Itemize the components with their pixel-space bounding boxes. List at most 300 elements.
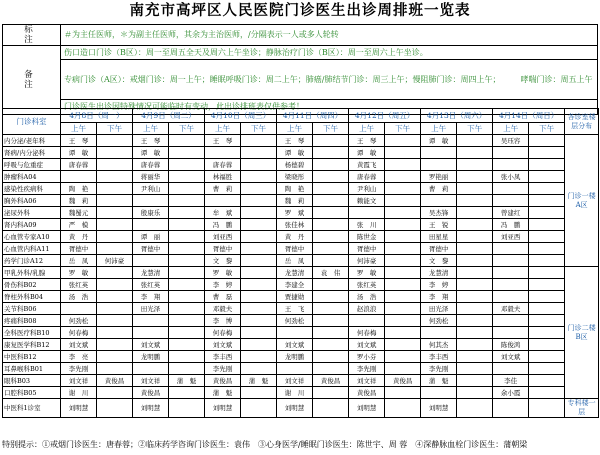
doctor-cell: [457, 147, 493, 159]
doctor-cell: [97, 339, 133, 351]
doctor-cell: [493, 159, 529, 171]
doctor-cell: 谭 敏: [277, 147, 313, 159]
doctor-cell: [385, 339, 421, 351]
dept-name: 康复医学科B12: [3, 339, 61, 351]
doctor-cell: [169, 219, 205, 231]
doctor-cell: 刘明慧: [421, 399, 457, 418]
morning-header: 上午: [349, 123, 385, 135]
morning-header: 上午: [421, 123, 457, 135]
morning-header: 上午: [205, 123, 241, 135]
doctor-cell: 龙明鹏: [277, 351, 313, 363]
doctor-cell: 黄俊昌: [205, 375, 241, 387]
doctor-cell: 尹利山: [349, 183, 385, 195]
table-row: [3, 219, 599, 231]
doctor-cell: [313, 171, 349, 183]
doctor-cell: [457, 351, 493, 363]
dept-name: 疼痛科B08: [3, 315, 61, 327]
doctor-cell: [529, 231, 565, 243]
doctor-cell: 牟 斌: [205, 207, 241, 219]
doctor-cell: 林福胜: [205, 171, 241, 183]
doctor-cell: [241, 219, 277, 231]
dept-name: 心血管专家A10: [3, 231, 61, 243]
table-row: [3, 207, 599, 219]
doctor-cell: [313, 399, 349, 418]
doctor-cell: 何沛豪: [97, 255, 133, 267]
doctor-cell: [97, 171, 133, 183]
doctor-cell: 刘文祥: [277, 375, 313, 387]
doctor-cell: [385, 207, 421, 219]
doctor-cell: 罗 敏: [61, 267, 97, 279]
doctor-cell: 刘文斌: [205, 339, 241, 351]
floor-c-label: 专科楼一层: [565, 399, 599, 418]
doctor-cell: 何春梅: [61, 327, 97, 339]
doctor-cell: 刘文祥: [61, 375, 97, 387]
doctor-cell: 谢 川: [61, 387, 97, 399]
doctor-cell: 黄俊昌: [97, 375, 133, 387]
doctor-cell: [169, 267, 205, 279]
doctor-cell: [529, 207, 565, 219]
doctor-cell: [97, 399, 133, 418]
doctor-cell: [313, 363, 349, 375]
doctor-cell: 张 川: [349, 219, 385, 231]
doctor-cell: [385, 279, 421, 291]
table-row: [3, 303, 599, 315]
beizhu-line-2: 专病门诊（A区）：戒烟门诊：周一上午；睡眠呼吸门诊：周二上午；肺癌/肺结节门诊：周三上午；慢阻肺门诊：周四上午； 哮喘门诊：周五上午: [61, 60, 598, 100]
doctor-cell: [97, 303, 133, 315]
doctor-cell: [529, 327, 565, 339]
doctor-cell: [133, 255, 169, 267]
doctor-cell: 黄俊昌: [349, 387, 385, 399]
doctor-cell: 魏蜀元: [61, 207, 97, 219]
doctor-cell: 王 锐: [421, 219, 457, 231]
doctor-cell: 刘亚西: [493, 231, 529, 243]
doctor-cell: [313, 387, 349, 399]
doctor-cell: [241, 279, 277, 291]
floor-a-label: 门诊一楼A区: [565, 135, 599, 267]
doctor-cell: 蒲 魁: [205, 387, 241, 399]
doctor-cell: 陶 艳: [277, 183, 313, 195]
table-row: [3, 231, 599, 243]
doctor-cell: [241, 207, 277, 219]
doctor-cell: [529, 219, 565, 231]
doctor-cell: 龙慧清: [133, 267, 169, 279]
dept-name: 骨伤科B02: [3, 279, 61, 291]
doctor-cell: [313, 231, 349, 243]
doctor-cell: 曾建红: [493, 207, 529, 219]
doctor-cell: [457, 279, 493, 291]
dept-name: 肾病/内分泌科: [3, 147, 61, 159]
floor-b-label: 门诊二楼B区: [565, 267, 599, 399]
doctor-cell: [529, 279, 565, 291]
doctor-cell: 吴杰锋: [421, 207, 457, 219]
schedule-table: [2, 108, 599, 418]
doctor-cell: [133, 219, 169, 231]
doctor-cell: [529, 399, 565, 418]
doctor-cell: [529, 375, 565, 387]
doctor-cell: 谭 敏: [421, 135, 457, 147]
table-row: [3, 267, 599, 279]
doctor-cell: 余小霞: [493, 387, 529, 399]
doctor-cell: [97, 291, 133, 303]
doctor-cell: 刘文祥: [133, 375, 169, 387]
dept-name: 中医科B12: [3, 351, 61, 363]
doctor-cell: [385, 147, 421, 159]
doctor-cell: 田星星: [421, 231, 457, 243]
doctor-cell: [385, 315, 421, 327]
doctor-cell: [313, 291, 349, 303]
doctor-cell: 张小凤: [493, 171, 529, 183]
doctor-cell: [457, 387, 493, 399]
doctor-cell: 李 婷: [205, 279, 241, 291]
doctor-cell: [169, 147, 205, 159]
afternoon-header: 下午: [241, 123, 277, 135]
doctor-cell: [97, 327, 133, 339]
doctor-cell: [241, 243, 277, 255]
doctor-cell: [529, 387, 565, 399]
doctor-cell: [529, 243, 565, 255]
doctor-cell: [241, 135, 277, 147]
doctor-cell: 刘明慧: [133, 399, 169, 418]
doctor-cell: 刘明慧: [349, 399, 385, 418]
doctor-cell: 李 婷: [421, 279, 457, 291]
table-row: [3, 135, 599, 147]
doctor-cell: 胥德中: [277, 243, 313, 255]
doctor-cell: [385, 291, 421, 303]
doctor-cell: 胥德中: [133, 243, 169, 255]
doctor-cell: [241, 303, 277, 315]
doctor-cell: [169, 207, 205, 219]
doctor-cell: 贾捷勋: [277, 291, 313, 303]
doctor-cell: [241, 147, 277, 159]
doctor-cell: [241, 339, 277, 351]
doctor-cell: [169, 303, 205, 315]
morning-header: 上午: [61, 123, 97, 135]
doctor-cell: [169, 171, 205, 183]
doctor-cell: 罗小芬: [349, 351, 385, 363]
date-header: 4月11日（周四）: [277, 109, 349, 123]
doctor-cell: [493, 399, 529, 418]
doctor-cell: [169, 135, 205, 147]
date-header: 4月12日（周五）: [349, 109, 421, 123]
doctor-cell: [385, 135, 421, 147]
doctor-cell: [169, 399, 205, 418]
dept-name: 胸外科A06: [3, 195, 61, 207]
doctor-cell: [97, 147, 133, 159]
dept-name: 口腔科B05: [3, 387, 61, 399]
doctor-cell: [169, 387, 205, 399]
doctor-cell: 李先刚: [421, 363, 457, 375]
afternoon-header: 下午: [385, 123, 421, 135]
doctor-cell: 龙慧清: [421, 267, 457, 279]
doctor-cell: [457, 183, 493, 195]
doctor-cell: 罗 敏: [349, 267, 385, 279]
doctor-cell: 岳 凤: [61, 255, 97, 267]
table-row: [3, 399, 599, 418]
doctor-cell: [529, 303, 565, 315]
doctor-cell: [385, 399, 421, 418]
doctor-cell: 汤 浩: [349, 291, 385, 303]
doctor-cell: [61, 303, 97, 315]
doctor-cell: [241, 327, 277, 339]
doctor-cell: 殷康乐: [133, 207, 169, 219]
doctor-cell: [241, 171, 277, 183]
doctor-cell: [457, 375, 493, 387]
doctor-cell: 谭 敏: [349, 147, 385, 159]
doctor-cell: 张红英: [61, 279, 97, 291]
doctor-cell: [97, 387, 133, 399]
table-row: [3, 243, 599, 255]
doctor-cell: 胥德中: [61, 243, 97, 255]
doctor-cell: 王 琴: [205, 135, 241, 147]
doctor-cell: [241, 267, 277, 279]
dept-name: 关节科B06: [3, 303, 61, 315]
doctor-cell: [241, 255, 277, 267]
doctor-cell: [241, 195, 277, 207]
doctor-cell: 冯 鹏: [205, 219, 241, 231]
doctor-cell: [313, 339, 349, 351]
doctor-cell: 谭 敏: [61, 147, 97, 159]
doctor-cell: [529, 147, 565, 159]
dept-name: 肾内科A09: [3, 219, 61, 231]
dept-name: 感染性疾病科: [3, 183, 61, 195]
doctor-cell: [457, 231, 493, 243]
doctor-cell: [421, 195, 457, 207]
doctor-cell: [457, 339, 493, 351]
doctor-cell: [97, 219, 133, 231]
doctor-cell: [457, 207, 493, 219]
floor-header: 各诊室楼层分布: [565, 109, 599, 135]
doctor-cell: 唐春蓉: [133, 159, 169, 171]
doctor-cell: 杨德碧: [277, 159, 313, 171]
doctor-cell: 刘文斌: [277, 339, 313, 351]
doctor-cell: [169, 159, 205, 171]
table-row: [3, 387, 599, 399]
doctor-cell: [313, 351, 349, 363]
doctor-cell: [457, 399, 493, 418]
table-row: [3, 375, 599, 387]
doctor-cell: [493, 279, 529, 291]
doctor-cell: [169, 327, 205, 339]
doctor-cell: [313, 255, 349, 267]
doctor-cell: [529, 315, 565, 327]
doctor-cell: [529, 339, 565, 351]
doctor-cell: [529, 171, 565, 183]
doctor-cell: 谭 敏: [133, 147, 169, 159]
doctor-cell: [169, 363, 205, 375]
doctor-cell: [133, 327, 169, 339]
doctor-cell: 王 琴: [349, 135, 385, 147]
doctor-cell: [457, 171, 493, 183]
doctor-cell: [493, 363, 529, 375]
doctor-cell: 刘文斌: [349, 339, 385, 351]
table-row: [3, 351, 599, 363]
doctor-cell: 刘明慧: [277, 399, 313, 418]
morning-header: 上午: [133, 123, 169, 135]
doctor-cell: [421, 159, 457, 171]
doctor-cell: 罗 敏: [205, 267, 241, 279]
doctor-cell: [313, 207, 349, 219]
doctor-cell: [241, 231, 277, 243]
doctor-cell: [529, 291, 565, 303]
doctor-cell: [277, 327, 313, 339]
doctor-cell: [529, 255, 565, 267]
doctor-cell: 唐春蓉: [349, 171, 385, 183]
dept-name: 甲乳外科/乳腺: [3, 267, 61, 279]
doctor-cell: [277, 363, 313, 375]
doctor-cell: [313, 159, 349, 171]
doctor-cell: [457, 327, 493, 339]
doctor-cell: [385, 171, 421, 183]
doctor-cell: [421, 327, 457, 339]
dept-name: 肿瘤科A04: [3, 171, 61, 183]
doctor-cell: 梁晓彤: [277, 171, 313, 183]
doctor-cell: [97, 315, 133, 327]
doctor-cell: [313, 183, 349, 195]
doctor-cell: [493, 147, 529, 159]
doctor-cell: [529, 135, 565, 147]
doctor-cell: 黄俊昌: [313, 375, 349, 387]
doctor-cell: [241, 159, 277, 171]
doctor-cell: 黄俊昌: [385, 375, 421, 387]
doctor-cell: [457, 195, 493, 207]
doctor-cell: 文 黎: [421, 255, 457, 267]
doctor-cell: [97, 267, 133, 279]
doctor-cell: 曹 莉: [421, 183, 457, 195]
doctor-cell: [385, 255, 421, 267]
doctor-cell: [241, 351, 277, 363]
doctor-cell: [349, 207, 385, 219]
doctor-cell: 王 琴: [277, 135, 313, 147]
table-row: [3, 159, 599, 171]
doctor-cell: [97, 363, 133, 375]
doctor-cell: 赖能文: [349, 195, 385, 207]
doctor-cell: 王 琴: [133, 135, 169, 147]
date-header: 4月14日（周日）: [493, 109, 565, 123]
doctor-cell: [169, 243, 205, 255]
doctor-cell: [133, 363, 169, 375]
dept-name: 全科医疗科B10: [3, 327, 61, 339]
doctor-cell: [313, 303, 349, 315]
doctor-cell: 何劲松: [421, 315, 457, 327]
doctor-cell: [385, 387, 421, 399]
doctor-cell: 文 黎: [205, 255, 241, 267]
doctor-cell: 罗艳丽: [421, 171, 457, 183]
doctor-cell: 袁 伟: [313, 267, 349, 279]
doctor-cell: [97, 279, 133, 291]
dept-name: 泌尿外科: [3, 207, 61, 219]
doctor-cell: 张红英: [133, 279, 169, 291]
doctor-cell: [385, 231, 421, 243]
beizhu-line-3: 门诊医生出诊因特殊情况可能临时有变动，此出诊排班表仅供参考！: [61, 100, 598, 115]
table-row: [3, 339, 599, 351]
doctor-cell: [493, 243, 529, 255]
doctor-cell: 唐春蓉: [205, 159, 241, 171]
doctor-cell: 张红英: [349, 279, 385, 291]
footer-note: 特别提示：①戒烟门诊医生：唐春蓉；②临床药学咨询门诊医生：袁伟 ③心身医学/睡眠门诊医生：陈世宇、周 蓉 ④深静脉血栓门诊医生：蒲朝梁: [2, 440, 528, 449]
doctor-cell: 李先刚: [61, 363, 97, 375]
table-row: [3, 327, 599, 339]
doctor-cell: 李 翔: [133, 291, 169, 303]
afternoon-header: 下午: [169, 123, 205, 135]
doctor-cell: 龙慧清: [277, 267, 313, 279]
date-header: 4月9日（周二）: [133, 109, 205, 123]
doctor-cell: 田光泽: [133, 303, 169, 315]
doctor-cell: 李 翔: [421, 291, 457, 303]
doctor-cell: 刘文斌: [493, 351, 529, 363]
doctor-cell: [97, 243, 133, 255]
doctor-cell: [97, 159, 133, 171]
doctor-cell: 曹 莉: [205, 183, 241, 195]
doctor-cell: 魏 莉: [277, 195, 313, 207]
morning-header: 上午: [493, 123, 529, 135]
doctor-cell: 蒲 魁: [241, 375, 277, 387]
doctor-cell: [385, 195, 421, 207]
doctor-cell: 严 模: [61, 219, 97, 231]
doctor-cell: [493, 291, 529, 303]
doctor-cell: [313, 219, 349, 231]
doctor-cell: 蒲 魁: [421, 375, 457, 387]
doctor-cell: [457, 291, 493, 303]
doctor-cell: [97, 207, 133, 219]
doctor-cell: 刘文斌: [133, 339, 169, 351]
doctor-cell: [313, 327, 349, 339]
doctor-cell: [529, 183, 565, 195]
doctor-cell: [529, 195, 565, 207]
doctor-cell: [385, 303, 421, 315]
doctor-cell: [133, 195, 169, 207]
dept-name: 脊柱外科B04: [3, 291, 61, 303]
doctor-cell: [313, 315, 349, 327]
doctor-cell: [385, 267, 421, 279]
doctor-cell: 李丰西: [205, 351, 241, 363]
afternoon-header: 下午: [457, 123, 493, 135]
doctor-cell: [457, 243, 493, 255]
doctor-cell: 尹利山: [133, 183, 169, 195]
doctor-cell: [385, 363, 421, 375]
doctor-cell: [169, 183, 205, 195]
doctor-cell: [97, 183, 133, 195]
doctor-cell: [457, 303, 493, 315]
doctor-cell: [529, 351, 565, 363]
doctor-cell: [385, 327, 421, 339]
doctor-cell: [241, 291, 277, 303]
doctor-cell: 王 飞: [277, 303, 313, 315]
doctor-cell: [493, 267, 529, 279]
doctor-cell: [97, 135, 133, 147]
doctor-cell: [457, 267, 493, 279]
doctor-cell: 谭 丽: [133, 231, 169, 243]
doctor-cell: 邓毅夫: [493, 303, 529, 315]
doctor-cell: 黄霞飞: [349, 159, 385, 171]
dept-name: 心血管内科A11: [3, 243, 61, 255]
doctor-cell: [169, 291, 205, 303]
doctor-cell: 蒋丽华: [133, 171, 169, 183]
doctor-cell: 胥德中: [421, 243, 457, 255]
dept-name: 中医科1诊室: [3, 399, 61, 418]
doctor-cell: [385, 159, 421, 171]
afternoon-header: 下午: [529, 123, 565, 135]
dept-name: 呼吸与危重症: [3, 159, 61, 171]
doctor-cell: [169, 231, 205, 243]
doctor-cell: [385, 351, 421, 363]
biaozhu-text: ＃为主任医师，＊为副主任医师，其余为主治医师，/分隔表示一人或多人轮转: [61, 25, 598, 46]
doctor-cell: [205, 147, 241, 159]
doctor-cell: [169, 315, 205, 327]
biaozhu-label: 标 注: [3, 25, 61, 46]
doctor-cell: 李 亮: [61, 351, 97, 363]
doctor-cell: [457, 135, 493, 147]
doctor-cell: 何春梅: [349, 327, 385, 339]
